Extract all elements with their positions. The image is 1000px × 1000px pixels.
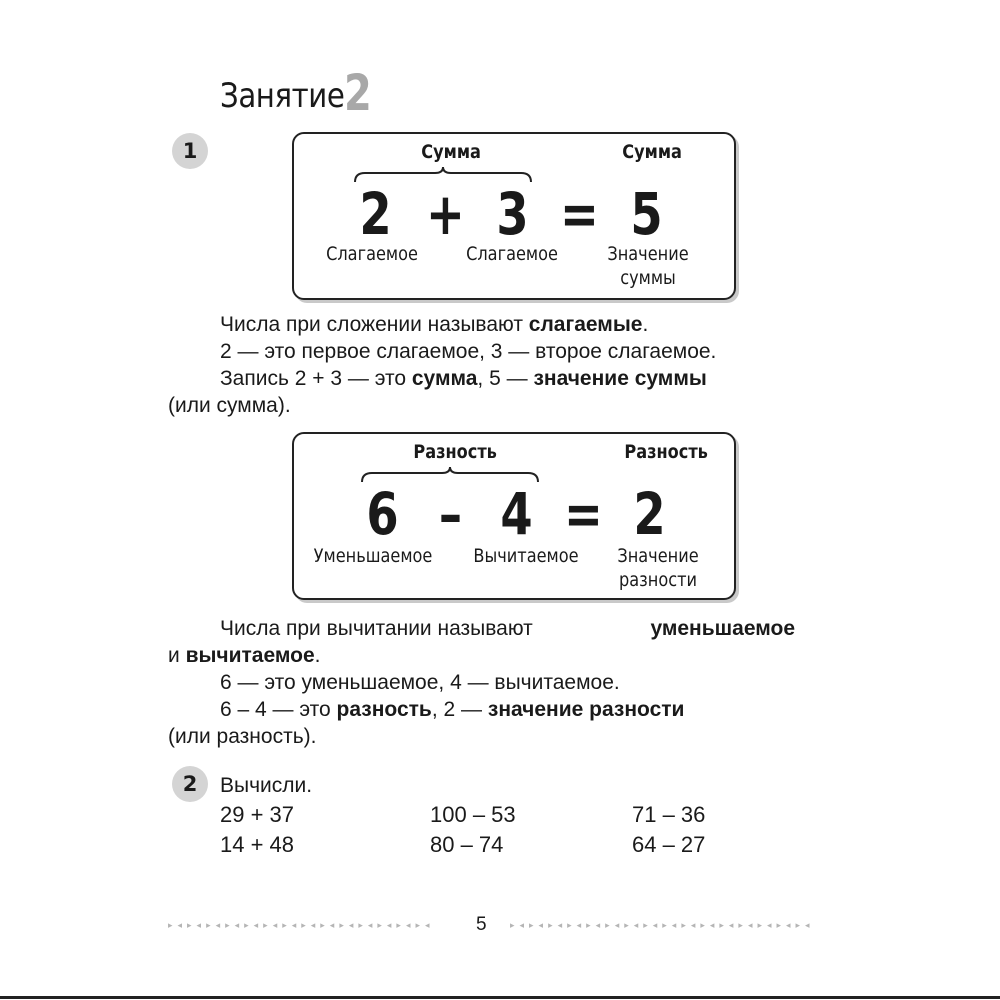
sum-label-result	[597, 242, 699, 290]
footer-right-ornament: ▸◂▸◂▸◂▸◂▸◂▸◂▸◂▸◂▸◂▸◂▸◂▸◂▸◂▸◂▸◂▸◂	[510, 920, 815, 930]
sum-addend-1: 2	[359, 180, 392, 248]
sum-label-result-line1: Значение	[607, 243, 689, 265]
exercise-r2-c3: 64 – 27	[632, 832, 706, 857]
lesson-number: 2	[344, 64, 372, 122]
sum-label-result-line2: суммы	[620, 267, 676, 289]
difference-label-subtrahend: Вычитаемое	[473, 545, 579, 567]
minus-sign: –	[438, 480, 463, 548]
sum-text-line-1: Числа при сложении называют слагаемые.	[220, 313, 649, 336]
minuend: 6	[366, 480, 399, 548]
footer-left-ornament: ▸◂▸◂▸◂▸◂▸◂▸◂▸◂▸◂▸◂▸◂▸◂▸◂▸◂▸◂	[168, 920, 435, 930]
sum-addend-2: 3	[496, 180, 529, 248]
sum-text-line-3: Запись 2 + 3 — это сумма, 5 — значение суммы	[220, 367, 707, 390]
subtrahend: 4	[500, 480, 533, 548]
sum-result: 5	[630, 180, 663, 248]
difference-result: 2	[633, 480, 666, 548]
sum-equals-sign: =	[560, 180, 599, 248]
difference-right-label: Разность	[624, 441, 708, 463]
difference-text-line-3: 6 — это уменьшаемое, 4 — вычитаемое.	[220, 671, 620, 694]
sum-label-addend-1: Слагаемое	[326, 243, 418, 265]
exercise-r2-c2: 80 – 74	[430, 832, 504, 857]
sum-right-label: Сумма	[622, 141, 682, 163]
exercise-r2-c1: 14 + 48	[220, 832, 295, 857]
difference-label-result	[607, 544, 709, 592]
task-2-badge: 2	[172, 766, 208, 802]
difference-equals-sign: =	[564, 480, 603, 548]
sum-label-addend-2: Слагаемое	[466, 243, 558, 265]
difference-label-minuend: Уменьшаемое	[313, 545, 433, 567]
difference-text-line-2: и вычитаемое.	[168, 644, 321, 667]
difference-text-line-4: 6 – 4 — это разность, 2 — значение разности	[220, 698, 685, 721]
sum-text-line-4: (или сумма).	[168, 394, 291, 417]
difference-label-result-line1: Значение	[617, 545, 699, 567]
difference-text-line-5: (или разность).	[168, 725, 317, 748]
task-2-prompt: Вычисли.	[220, 774, 313, 797]
exercise-r1-c1: 29 + 37	[220, 802, 295, 827]
difference-text-line-1: Числа при вычитании называют уменьшаемое	[220, 617, 795, 640]
task-1-badge: 1	[172, 133, 208, 169]
sum-text-line-2: 2 — это первое слагаемое, 3 — второе слагаемое.	[220, 340, 717, 363]
sum-brace-label: Сумма	[421, 141, 481, 163]
difference-label-result-line2: разности	[619, 569, 697, 591]
page-number: 5	[476, 914, 487, 935]
bottom-rule	[0, 996, 1000, 999]
difference-brace-label: Разность	[413, 441, 497, 463]
exercise-r1-c2: 100 – 53	[430, 802, 516, 827]
lesson-title: Занятие	[220, 76, 345, 116]
exercise-r1-c3: 71 – 36	[632, 802, 706, 827]
plus-sign: +	[426, 180, 465, 248]
